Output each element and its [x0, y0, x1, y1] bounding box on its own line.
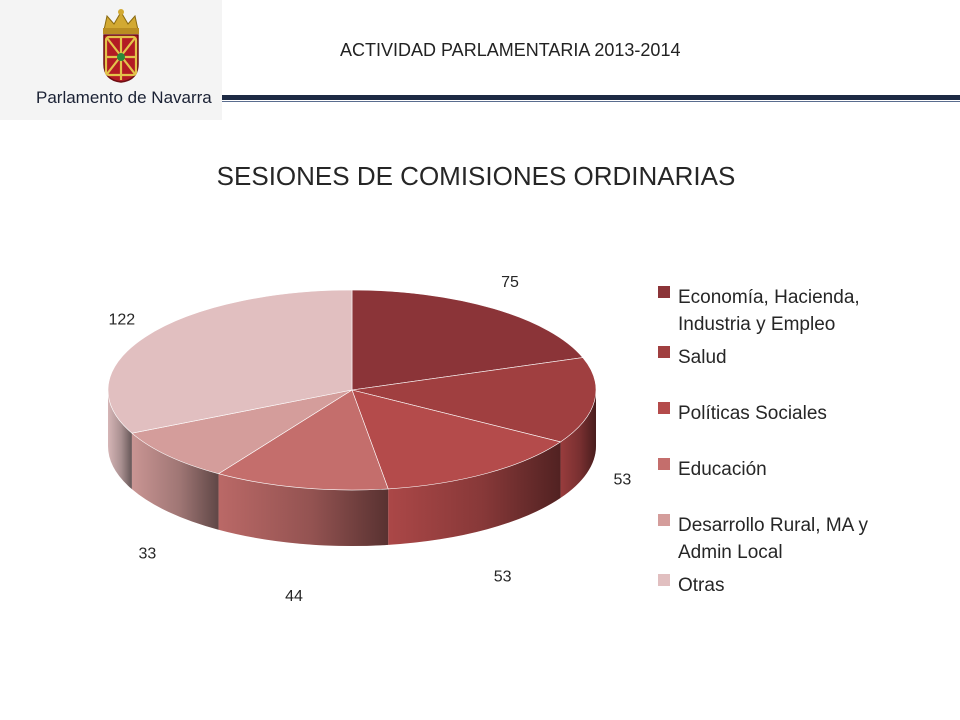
legend-swatch-politicas-sociales	[658, 402, 670, 414]
legend	[658, 286, 869, 596]
legend-label-educacion: Educación	[678, 459, 767, 480]
legend-label-politicas-sociales: Políticas Sociales	[678, 403, 827, 424]
legend-swatch-educacion	[658, 458, 670, 470]
data-label-desarrollo-rural-ma-y-admin-local: 33	[138, 545, 157, 563]
data-label-salud: 53	[613, 471, 632, 489]
data-label-educacion: 44	[285, 587, 303, 605]
legend-swatch-desarrollo-rural-ma-y-admin-local	[658, 514, 670, 526]
legend-label-otras: Otras	[678, 575, 725, 596]
data-label-economia-hacienda-industria-y-empleo: 75	[501, 273, 519, 291]
header-title: ACTIVIDAD PARLAMENTARIA 2013-2014	[340, 40, 681, 60]
legend-swatch-salud	[658, 346, 670, 358]
legend-label-salud: Salud	[678, 347, 727, 368]
pie-tops	[108, 290, 596, 490]
legend-label-desarrollo-rural-ma-y-admin-local-line-1: Desarrollo Rural, MA y	[678, 515, 869, 536]
legend-label-economia-hacienda-industria-y-empleo-line-1: Economía, Hacienda,	[678, 287, 860, 308]
legend-swatch-otras	[658, 574, 670, 586]
legend-label-economia-hacienda-industria-y-empleo-line-2: Industria y Empleo	[678, 314, 836, 335]
data-label-otras: 122	[108, 311, 136, 329]
data-label-politicas-sociales: 53	[493, 568, 512, 586]
chart-title: SESIONES DE COMISIONES ORDINARIAS	[216, 161, 736, 191]
logo-text: Parlamento de Navarra	[36, 88, 212, 107]
legend-swatch-economia-hacienda-industria-y-empleo	[658, 286, 670, 298]
legend-label-desarrollo-rural-ma-y-admin-local-line-2: Admin Local	[678, 542, 783, 563]
